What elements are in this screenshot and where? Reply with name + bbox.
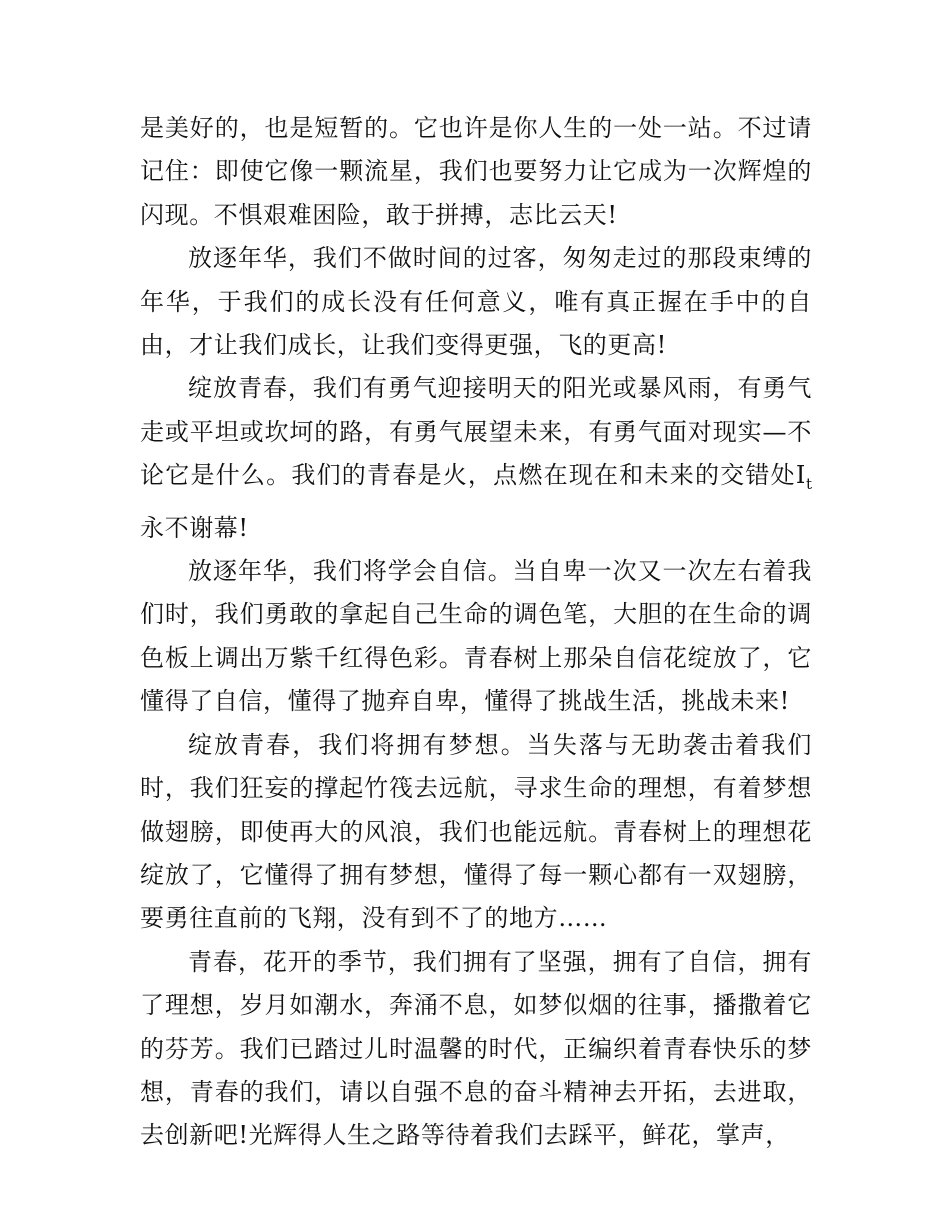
- paragraph-2-text: 放逐年华，我们不做时间的过客，匆匆走过的那段束缚的年华，于我们的成长没有任何意义，唯有真正握在手中的自由，才让我们成长，让我们变得更强，飞的更高!: [140, 244, 812, 360]
- paragraph-3: [140, 367, 812, 550]
- paragraph-1: [140, 107, 812, 237]
- essay-body: [140, 107, 812, 1158]
- paragraph-1-text: 是美好的，也是短暂的。它也许是你人生的一处一站。不过请记住：即使它像一颗流星，我们也要努力让它成为一次辉煌的闪现。不惧艰难困险，敢于拼搏，志比云天!: [140, 114, 812, 229]
- paragraph-2: [140, 237, 812, 367]
- stray-mark-subscript: t: [805, 475, 812, 494]
- paragraph-6: [140, 941, 812, 1158]
- paragraph-3-tail: 永不谢幕!: [140, 513, 249, 542]
- paragraph-4-text: 放逐年华，我们将学会自信。当自卑一次又一次左右着我们时，我们勇敢的拿起自己生命的调色笔，大胆的在生命的调色板上调出万紫千红得色彩。青春树上那朵自信花绽放了，它懂得了自信，懂得了抛弃自卑，懂得了挑战生活，挑战未来!: [140, 557, 812, 716]
- paragraph-6-text: 青春，花开的季节，我们拥有了坚强，拥有了自信，拥有了理想，岁月如潮水，奔涌不息，如梦似烟的往事，播撒着它的芬芳。我们已踏过儿时温馨的时代，正编织着青春快乐的梦想，青春的我们，请以自强不息的奋斗精神去开拓，去进取，去创新吧!光辉得人生之路等待着我们去踩平，鲜花，掌声，: [140, 947, 812, 1150]
- paragraph-4: [140, 550, 812, 724]
- stray-mark: I: [795, 461, 806, 490]
- paragraph-5: [140, 724, 812, 941]
- paragraph-3-text: 绽放青春，我们有勇气迎接明天的阳光或暴风雨，有勇气走或平坦或坎坷的路，有勇气展望未来，有勇气面对现实—不论它是什么。我们的青春是火，点燃在现在和未来的交错处: [140, 374, 812, 490]
- paragraph-5-text: 绽放青春，我们将拥有梦想。当失落与无助袭击着我们时，我们狂妄的撑起竹筏去远航，寻求生命的理想，有着梦想做翅膀，即使再大的风浪，我们也能远航。青春树上的理想花绽放了，它懂得了拥有梦想，懂得了每一颗心都有一双翅膀，要勇往直前的飞翔，没有到不了的地方……: [140, 730, 812, 933]
